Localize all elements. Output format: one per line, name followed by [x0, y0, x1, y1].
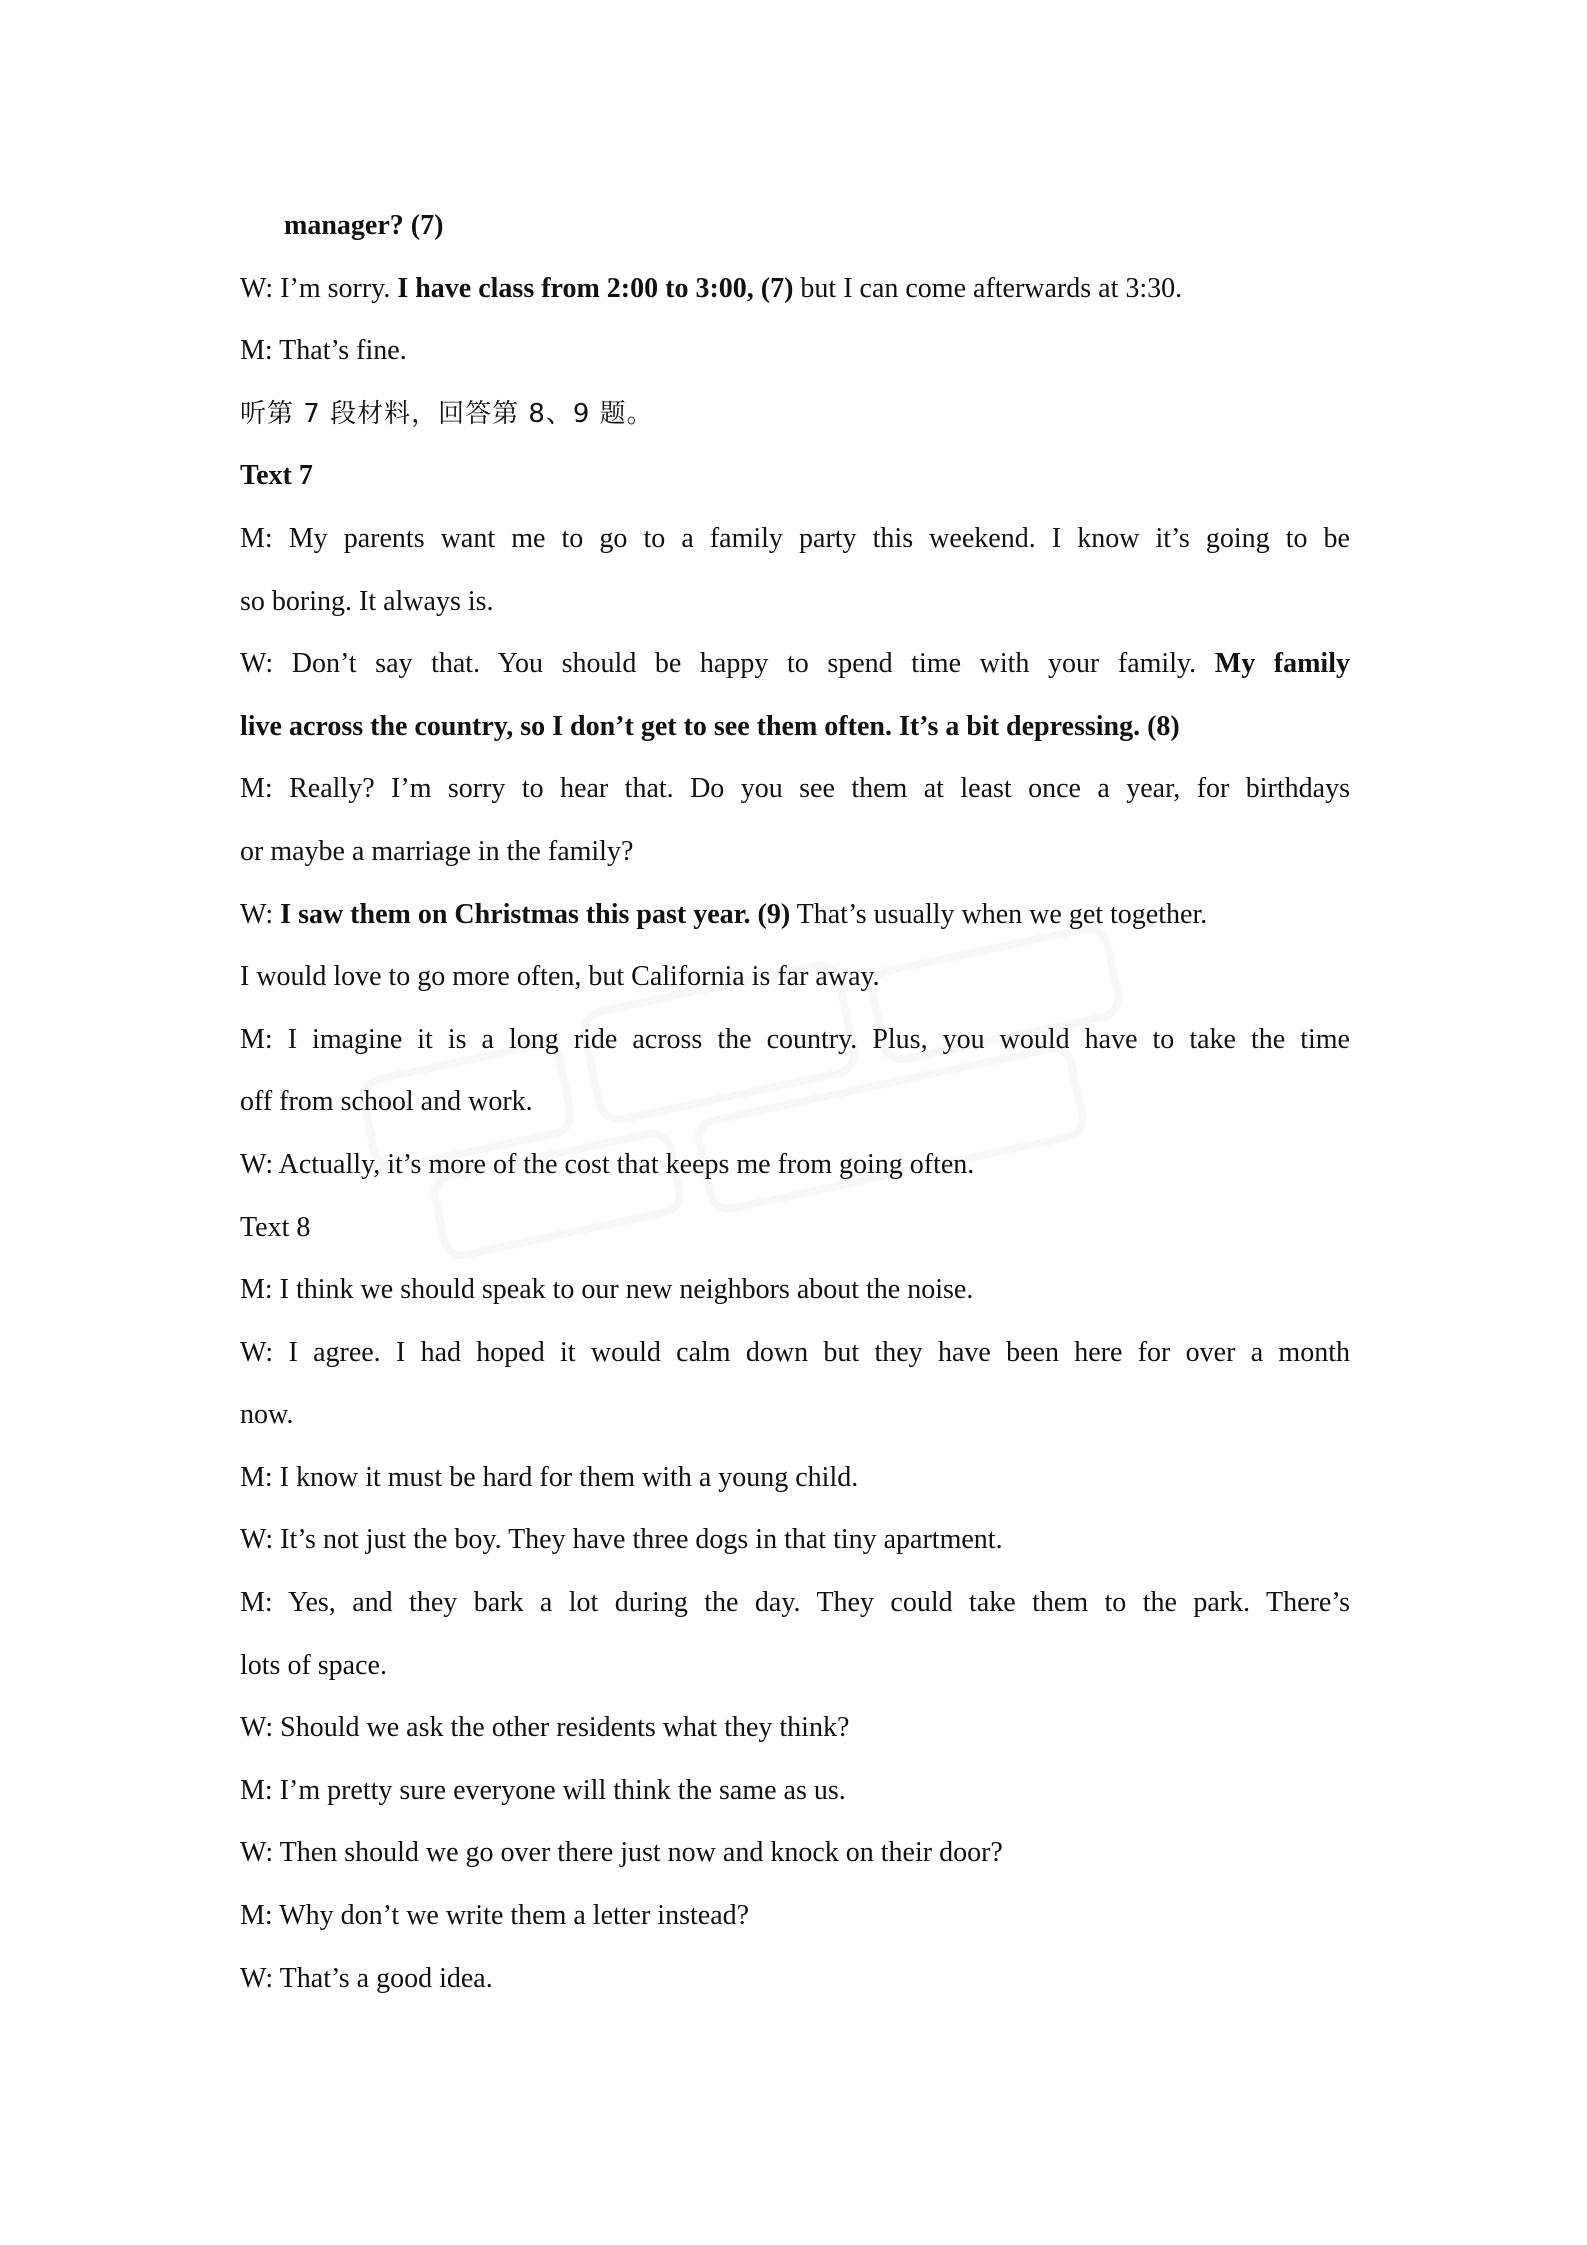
text-line: W: I agree. I had hoped it would calm down but they have been here for over a month — [240, 1336, 1350, 1368]
text-line: or maybe a marriage in the family? — [240, 835, 634, 867]
text-line: M: That’s fine. — [240, 335, 407, 367]
dialogue-text: W: — [240, 898, 281, 930]
bold-answer-text: I saw them on Christmas this past year. (9) — [280, 898, 791, 930]
document-page — [240, 195, 1350, 2010]
text-line: M: Really? I’m sorry to hear that. Do you see them at least once a year, for birthdays — [240, 773, 1350, 805]
text-line: W: That’s a good idea. — [240, 1962, 493, 1994]
text-line: so boring. It always is. — [240, 585, 494, 617]
dialogue-text: That’s usually when we get together. — [790, 898, 1208, 930]
text-line: now. — [240, 1399, 294, 1431]
section-heading-text-7: Text 7 — [240, 460, 313, 492]
text-line: M: Why don’t we write them a letter instead? — [240, 1900, 750, 1932]
section-instruction: 听第 7 段材料，回答第 8、9 题。 — [240, 398, 654, 429]
text-line: W: Should we ask the other residents what they think? — [240, 1712, 850, 1744]
dialogue-text: but I can come afterwards at 3:30. — [793, 272, 1183, 304]
text-line: W: It’s not just the boy. They have three dogs in that tiny apartment. — [240, 1524, 1003, 1556]
bold-answer-text: My family — [1214, 648, 1350, 680]
section-heading-text-8: Text 8 — [240, 1211, 311, 1243]
dialogue-text: W: I’m sorry. — [240, 272, 398, 304]
bold-answer-text: manager? (7) — [284, 210, 444, 241]
text-line: M: My parents want me to go to a family party this weekend. I know it’s going to be — [240, 522, 1350, 554]
text-line: W: Actually, it’s more of the cost that keeps me from going often. — [240, 1148, 975, 1180]
bold-answer-text: I have class from 2:00 to 3:00, (7) — [397, 272, 794, 304]
text-line: M: Yes, and they bark a lot during the day. They could take them to the park. There’s — [240, 1587, 1350, 1619]
text-line: M: I imagine it is a long ride across the country. Plus, you would have to take the time — [240, 1023, 1350, 1055]
text-line: off from school and work. — [240, 1086, 533, 1118]
text-line — [240, 258, 1350, 321]
text-line — [240, 884, 1350, 947]
text-line — [240, 633, 1350, 696]
text-line: I would love to go more often, but California is far away. — [240, 961, 880, 993]
text-line — [240, 195, 1350, 258]
text-line: M: I know it must be hard for them with a young child. — [240, 1461, 859, 1493]
bold-answer-line: live across the country, so I don’t get to see them often. It’s a bit depressing. (8) — [240, 710, 1180, 742]
dialogue-text: W: Don’t say that. You should be happy to spend time with your family. — [240, 648, 1215, 680]
text-line: M: I think we should speak to our new neighbors about the noise. — [240, 1274, 974, 1306]
text-line: M: I’m pretty sure everyone will think the same as us. — [240, 1774, 846, 1806]
text-line: lots of space. — [240, 1649, 387, 1681]
text-line: W: Then should we go over there just now and knock on their door? — [240, 1837, 1003, 1869]
